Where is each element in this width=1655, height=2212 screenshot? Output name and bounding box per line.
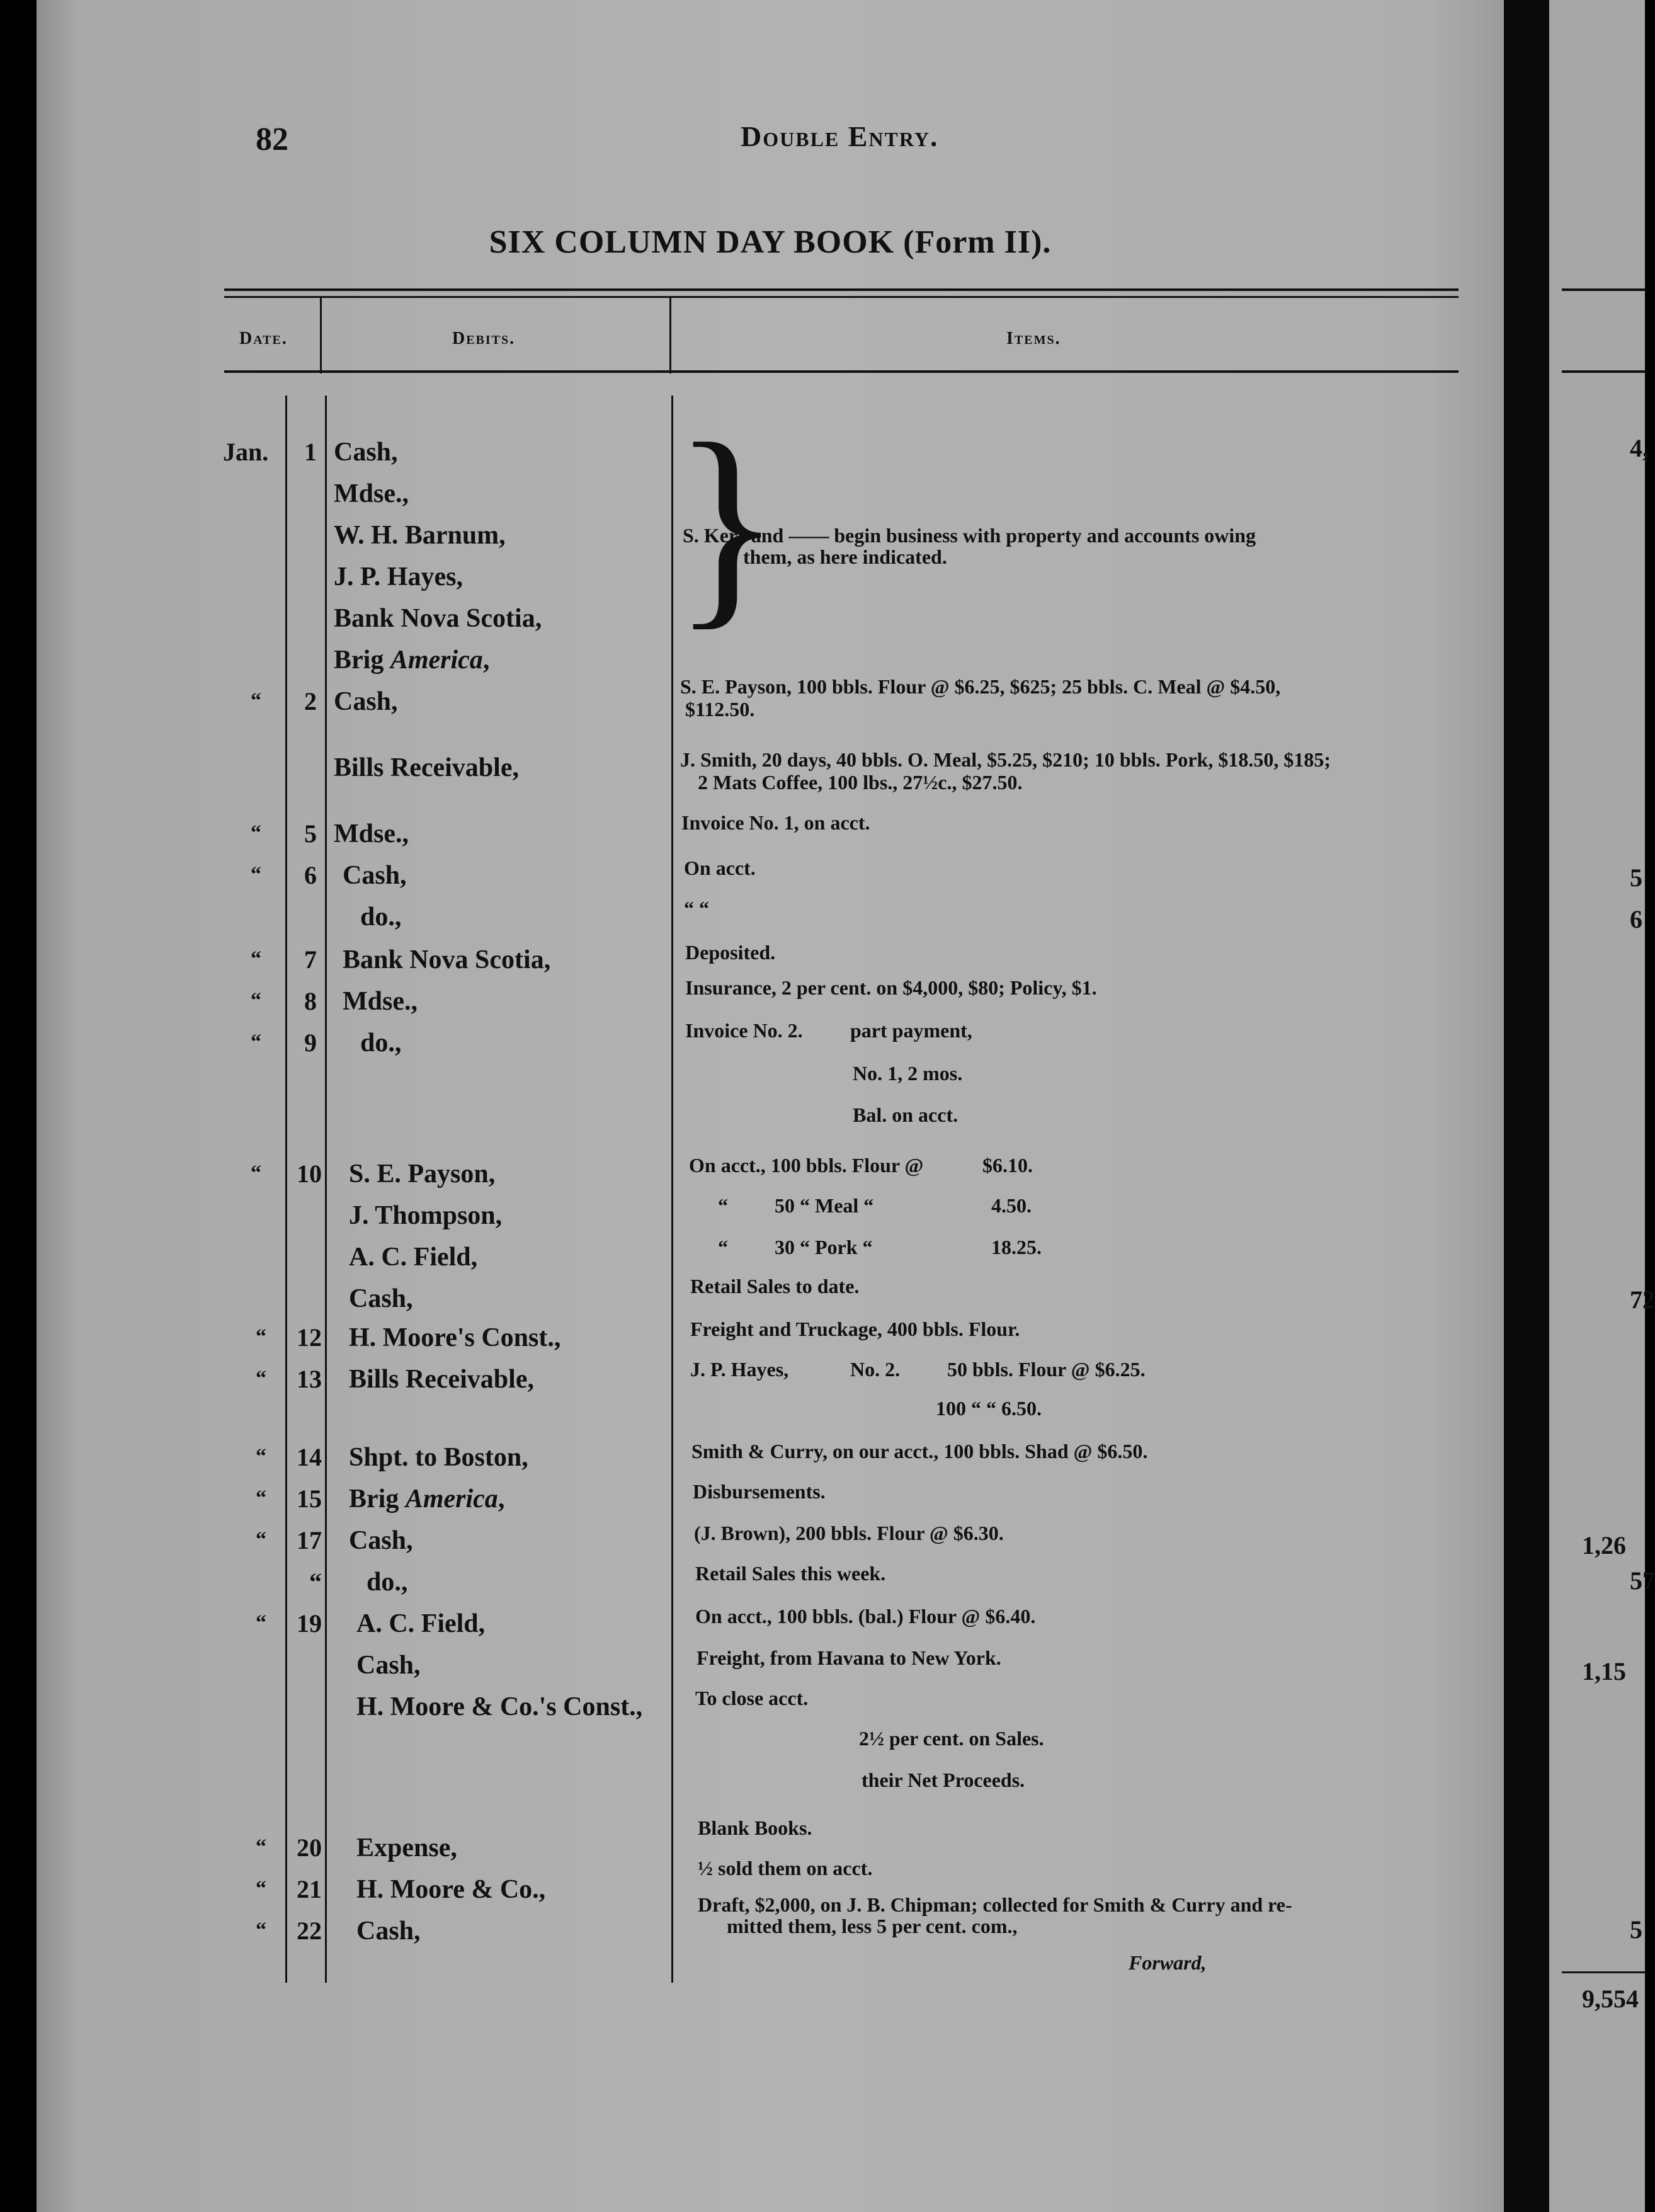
debit-account: H. Moore & Co., xyxy=(356,1875,546,1904)
item-line: Smith & Curry, on our acct., 100 bbls. Shad @ $6.50. xyxy=(691,1440,1148,1462)
ledger-page xyxy=(37,0,1504,2212)
day-number: 10 xyxy=(297,1160,322,1188)
item-line: Disbursements. xyxy=(693,1480,826,1503)
day-number: 22 xyxy=(297,1917,322,1945)
item-line: “ xyxy=(718,1236,728,1258)
ditto-mark: “ xyxy=(251,947,261,971)
item-line: 30 “ Pork “ xyxy=(775,1236,873,1258)
debit-account: Expense, xyxy=(356,1833,457,1862)
item-line: J. Smith, 20 days, 40 bbls. O. Meal, $5.25, $210; 10 bbls. Pork, $18.50, $185; xyxy=(680,748,1331,771)
debit-account: Mdse., xyxy=(334,819,409,848)
debit-prefix: Brig xyxy=(349,1485,406,1514)
day-number: 2 xyxy=(304,687,317,715)
day-number: 6 xyxy=(304,861,317,889)
debit-account: Cash, xyxy=(334,687,398,716)
debits-column-header: Debits. xyxy=(452,329,516,348)
debit-account: Mdse., xyxy=(343,987,418,1016)
item-line: Bal. on acct. xyxy=(853,1103,958,1126)
debit-suffix: , xyxy=(482,646,490,675)
debit-account: J. P. Hayes, xyxy=(334,562,463,591)
debit-account: Bills Receivable, xyxy=(334,753,519,782)
facing-page-amount: 1,26 xyxy=(1582,1531,1626,1559)
debit-account: S. E. Payson, xyxy=(349,1160,496,1189)
debit-account: H. Moore's Const., xyxy=(349,1323,561,1352)
facing-page-amount: 57 xyxy=(1630,1566,1655,1595)
item-line: J. P. Hayes, xyxy=(690,1358,789,1381)
table-title: SIX COLUMN DAY BOOK (Form II). xyxy=(489,224,1052,260)
debit-account: Cash, xyxy=(356,1651,421,1680)
item-line: Invoice No. 1, on acct. xyxy=(681,811,870,834)
grouping-brace: } xyxy=(673,397,782,648)
item-line: $112.50. xyxy=(685,698,755,721)
item-line: Freight, from Havana to New York. xyxy=(697,1646,1001,1669)
header-top-rule-2 xyxy=(224,296,1459,298)
day-number: 1 xyxy=(304,438,317,466)
debit-account: W. H. Barnum, xyxy=(334,521,506,550)
ditto-mark: “ xyxy=(256,1486,266,1510)
debit-account: Cash, xyxy=(343,861,407,890)
day-number: 7 xyxy=(304,945,317,974)
day-number: 9 xyxy=(304,1029,317,1057)
book-gutter xyxy=(1504,0,1549,2212)
item-line: $6.10. xyxy=(982,1154,1033,1177)
item-line: 100 “ “ 6.50. xyxy=(936,1397,1042,1420)
day-number: 13 xyxy=(297,1365,322,1393)
debit-account: Cash, xyxy=(356,1917,421,1946)
item-line: No. 1, 2 mos. xyxy=(853,1062,963,1085)
page-number: 82 xyxy=(256,122,288,157)
vessel-name: America xyxy=(390,646,483,675)
facing-page-amount: 5 xyxy=(1630,864,1642,892)
day-number: 21 xyxy=(297,1875,322,1903)
debit-account: Bank Nova Scotia, xyxy=(343,945,551,974)
ditto-mark: “ xyxy=(256,1445,266,1468)
day-number: “ xyxy=(309,1568,322,1596)
item-line: To close acct. xyxy=(695,1687,809,1709)
facing-page-amount: 4, xyxy=(1630,434,1649,462)
item-line: On acct., 100 bbls. (bal.) Flour @ $6.40. xyxy=(695,1605,1036,1628)
ditto-mark: “ xyxy=(251,689,261,712)
item-line: S. Kerr and —— begin business with property and accounts owing xyxy=(683,524,1256,547)
ditto-mark: “ xyxy=(251,1161,261,1185)
day-number: 5 xyxy=(304,819,317,848)
day-number: 12 xyxy=(297,1323,322,1352)
item-line: (J. Brown), 200 bbls. Flour @ $6.30. xyxy=(694,1522,1004,1544)
item-line: On acct., 100 bbls. Flour @ xyxy=(689,1154,924,1177)
facing-page-edge xyxy=(1549,0,1655,2212)
debit-account: Shpt. to Boston, xyxy=(349,1443,528,1472)
item-line: them, as here indicated. xyxy=(743,545,947,568)
debit-account: Bank Nova Scotia, xyxy=(334,604,542,633)
ditto-mark: “ xyxy=(256,1367,266,1390)
facing-page-amount: 5 xyxy=(1630,1915,1642,1944)
facing-page-amount: 9,554 xyxy=(1582,1985,1639,2013)
item-line: Retail Sales to date. xyxy=(690,1275,860,1297)
debit-suffix: , xyxy=(498,1485,505,1514)
debit-account: H. Moore & Co.'s Const., xyxy=(356,1692,643,1721)
debit-account: A. C. Field, xyxy=(349,1243,478,1272)
item-line: Retail Sales this week. xyxy=(695,1562,886,1585)
debit-account xyxy=(334,645,489,675)
header-date-divider xyxy=(320,298,322,373)
item-line: 50 “ Meal “ xyxy=(775,1194,874,1217)
item-line: 50 bbls. Flour @ $6.25. xyxy=(947,1358,1146,1381)
month-label: Jan. xyxy=(223,438,269,466)
facing-page-amount: 72 xyxy=(1630,1286,1655,1314)
item-line: ½ sold them on acct. xyxy=(698,1857,873,1879)
debit-account: Bills Receivable, xyxy=(349,1365,534,1394)
date-column-header: Date. xyxy=(239,329,288,348)
debit-account: Cash, xyxy=(349,1284,413,1313)
debit-account: Cash, xyxy=(349,1526,413,1555)
ditto-mark: “ xyxy=(251,863,261,886)
item-line: part payment, xyxy=(850,1019,972,1042)
item-line: mitted them, less 5 per cent. com., xyxy=(727,1915,1018,1937)
debit-account: do., xyxy=(367,1568,408,1597)
facing-total-rule xyxy=(1562,1971,1645,1973)
item-line: 2½ per cent. on Sales. xyxy=(859,1727,1044,1750)
item-line: On acct. xyxy=(684,857,756,879)
debit-account: Cash, xyxy=(334,438,398,467)
debit-account: A. C. Field, xyxy=(356,1609,486,1638)
facing-page-amount: 6 xyxy=(1630,905,1642,933)
item-line: Draft, $2,000, on J. B. Chipman; collected for Smith & Curry and re- xyxy=(698,1893,1292,1916)
running-head: Double Entry. xyxy=(741,120,939,152)
item-line: No. 2. xyxy=(850,1358,901,1381)
debit-account: J. Thompson, xyxy=(349,1201,503,1230)
debit-account xyxy=(349,1484,504,1514)
day-number: 14 xyxy=(297,1443,322,1471)
header-top-rule xyxy=(224,288,1459,291)
item-line: “ xyxy=(718,1194,728,1217)
item-line: S. E. Payson, 100 bbls. Flour @ $6.25, $625; 25 bbls. C. Meal @ $4.50, xyxy=(680,675,1281,698)
date-divider xyxy=(285,396,287,1983)
ditto-mark: “ xyxy=(256,1877,266,1900)
header-debits-divider xyxy=(669,298,671,373)
day-number: 20 xyxy=(297,1833,322,1862)
debit-prefix: Brig xyxy=(334,646,390,675)
debit-account: Mdse., xyxy=(334,479,409,508)
ditto-mark: “ xyxy=(256,1611,266,1634)
day-number: 19 xyxy=(297,1609,322,1638)
day-number: 8 xyxy=(304,987,317,1015)
ditto-mark: “ xyxy=(256,1528,266,1551)
ditto-mark: “ xyxy=(256,1325,266,1348)
ditto-mark: “ xyxy=(251,989,261,1012)
item-line: Invoice No. 2. xyxy=(685,1019,803,1042)
item-line: their Net Proceeds. xyxy=(862,1769,1025,1791)
vessel-name: America xyxy=(405,1485,498,1514)
day-divider xyxy=(325,396,327,1983)
items-column-header: Items. xyxy=(1006,329,1061,348)
facing-page-amount: 1,15 xyxy=(1582,1657,1626,1685)
item-line: Freight and Truckage, 400 bbls. Flour. xyxy=(690,1318,1020,1340)
ditto-mark: “ xyxy=(256,1835,266,1859)
ditto-mark: “ xyxy=(256,1918,266,1942)
ditto-mark: “ xyxy=(251,821,261,845)
day-number: 15 xyxy=(297,1485,322,1513)
item-line: Insurance, 2 per cent. on $4,000, $80; Policy, $1. xyxy=(685,976,1097,999)
item-line: “ “ xyxy=(684,897,709,920)
debit-account: do., xyxy=(360,903,402,932)
day-number: 17 xyxy=(297,1526,322,1554)
facing-header-rule xyxy=(1562,288,1645,291)
ditto-mark: “ xyxy=(251,1030,261,1054)
item-line: 2 Mats Coffee, 100 lbs., 27½c., $27.50. xyxy=(698,771,1023,794)
item-line: Blank Books. xyxy=(698,1816,812,1839)
header-bottom-rule xyxy=(224,370,1459,373)
facing-header-bottom-rule xyxy=(1562,370,1645,373)
debit-account: do., xyxy=(360,1029,402,1058)
item-line: 18.25. xyxy=(991,1236,1042,1258)
item-line: Deposited. xyxy=(685,941,776,964)
item-line: 4.50. xyxy=(991,1194,1032,1217)
forward-label: Forward, xyxy=(1129,1951,1207,1974)
